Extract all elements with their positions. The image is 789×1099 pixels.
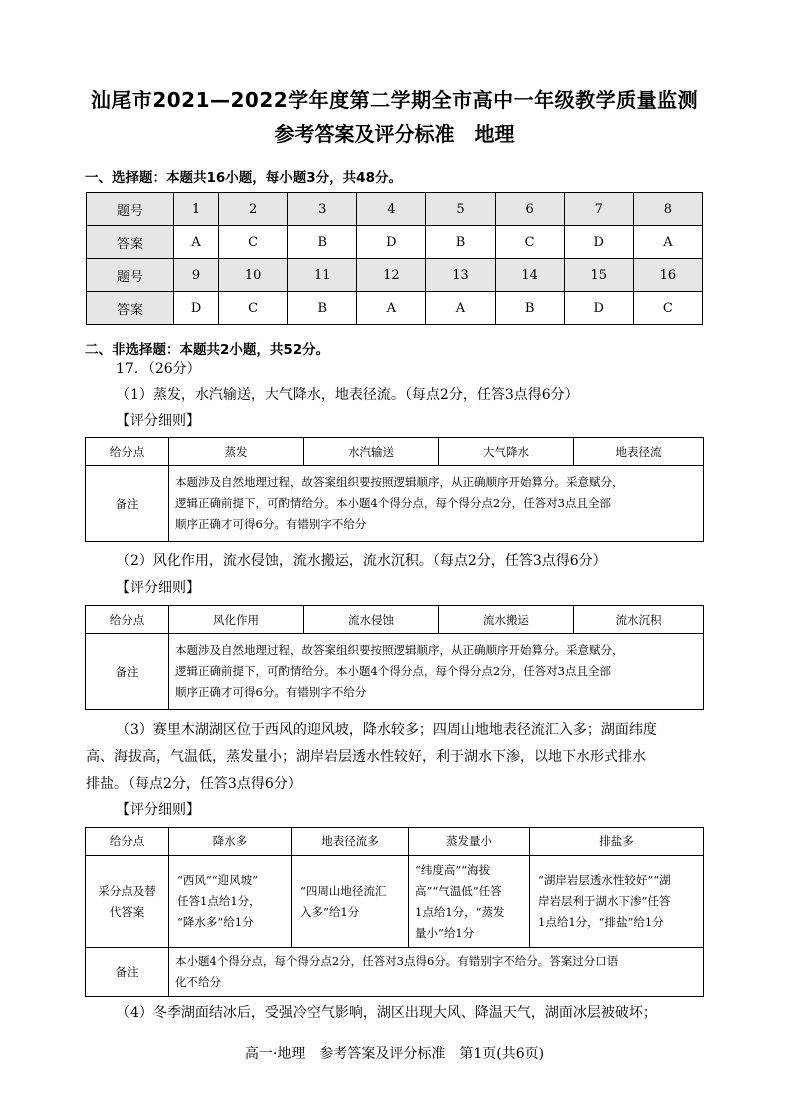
note-line: 顺序正确才可得6分。有错别字不给分 (175, 517, 367, 531)
cell-line: “四周山地径流汇 (300, 883, 387, 898)
cell-line: “降水多”给1分 (177, 915, 254, 929)
cell-line: 岸岩层利于湖水下渗”任答 (538, 894, 671, 908)
question-number: 5 (426, 193, 495, 226)
question-number: 1 (174, 193, 219, 226)
answer-cell: B (288, 226, 357, 259)
question-number: 7 (564, 193, 633, 226)
criteria-cell (169, 856, 292, 948)
row-label: 备注 (86, 634, 169, 710)
question-number: 12 (357, 259, 426, 292)
question-number: 15 (564, 259, 633, 292)
page-subtitle: 参考答案及评分标准 地理 (274, 122, 515, 146)
section2-heading: 二、非选择题：本题共2小题，共52分。 (85, 342, 330, 358)
table-row (86, 466, 704, 542)
answer-cell: D (564, 226, 633, 259)
cell-line: 1点给1分，“蒸发 (415, 904, 505, 919)
table-row (86, 948, 704, 997)
criteria-cell (292, 856, 409, 948)
rubric-label: 【评分细则】 (116, 580, 200, 596)
row-label: 答案 (87, 226, 174, 259)
question-number: 6 (495, 193, 564, 226)
answer-cell: A (357, 292, 426, 325)
answer-cell: A (633, 226, 702, 259)
table-header: 地表径流 (574, 438, 704, 466)
table-row (86, 828, 704, 856)
cell-line: “湖岸岩层透水性较好”“湖 (538, 873, 671, 887)
row-label: 答案 (87, 292, 174, 325)
scoring-table (85, 437, 704, 542)
rubric-label: 【评分细则】 (116, 802, 200, 818)
question-number: 2 (219, 193, 288, 226)
note-line: 逻辑正确前提下，可酌情给分。本小题4个得分点，每个得分点2分，任答对3点且全部 (175, 664, 611, 678)
table-header: 风化作用 (169, 606, 304, 634)
table-row (87, 226, 703, 259)
row-label: 题号 (87, 193, 174, 226)
answer-cell: D (564, 292, 633, 325)
question-number: 14 (495, 259, 564, 292)
question-number: 16 (633, 259, 702, 292)
answer-cell: D (357, 226, 426, 259)
table-header: 排盐多 (530, 828, 704, 856)
table-row (86, 634, 704, 710)
question-number: 4 (357, 193, 426, 226)
table-header: 水汽输送 (304, 438, 439, 466)
question-number: 8 (633, 193, 702, 226)
answer-paragraph: （4）冬季湖面结冰后，受强冷空气影响，湖区出现大风、降温天气，湖面冰层被破坏； (116, 1005, 657, 1021)
cell-line: 1点给1分，“排盐”给1分 (538, 915, 664, 929)
scoring-table (85, 605, 704, 710)
table-row (87, 193, 703, 226)
table-row (87, 292, 703, 325)
question-label: 17．（26分） (116, 361, 201, 377)
table-row (86, 438, 704, 466)
page-title: 汕尾市2021—2022学年度第二学期全市高中一年级教学质量监测 (90, 88, 699, 112)
answer-cell: B (288, 292, 357, 325)
cell-line: 入多”给1分 (300, 904, 360, 919)
answer-cell: C (633, 292, 702, 325)
table-header: 给分点 (86, 828, 169, 856)
note-cell (169, 466, 704, 542)
note-cell (169, 948, 704, 997)
table-row (87, 259, 703, 292)
answer-cell: C (219, 292, 288, 325)
note-line: 逻辑正确前提下，可酌情给分。本小题4个得分点，每个得分点2分，任答对3点且全部 (175, 496, 611, 510)
answer-cell: C (219, 226, 288, 259)
row-label: 备注 (86, 948, 169, 997)
answer-paragraph: 高、海拔高，气温低，蒸发量小；湖岸岩层透水性较好，利于湖水下渗，以地下水形式排水 (86, 749, 646, 765)
table-header: 地表径流多 (292, 828, 409, 856)
scoring-table (85, 827, 704, 997)
cell-line: “纬度高”“海拔 (415, 862, 491, 877)
answer-cell: A (174, 226, 219, 259)
note-line: 化不给分 (175, 975, 221, 989)
answer-cell: D (174, 292, 219, 325)
row-label-line: 代答案 (109, 904, 145, 919)
section1-heading: 一、选择题：本题共16小题，每小题3分，共48分。 (85, 170, 402, 186)
table-header: 流水沉积 (574, 606, 704, 634)
table-header: 蒸发量小 (409, 828, 530, 856)
table-header: 给分点 (86, 438, 169, 466)
note-line: 本题涉及自然地理过程，故答案组织要按照逻辑顺序，从正确顺序开始算分。采意赋分， (175, 643, 624, 657)
answer-paragraph: （3）赛里木湖湖区位于西风的迎风坡，降水较多；四周山地地表径流汇入多；湖面纬度 (116, 722, 657, 738)
note-cell (169, 634, 704, 710)
row-label: 备注 (86, 466, 169, 542)
question-number: 11 (288, 259, 357, 292)
table-header: 蒸发 (169, 438, 304, 466)
cell-line: 量小”给1分 (415, 925, 475, 940)
rubric-label: 【评分细则】 (116, 413, 200, 429)
answer-cell: B (495, 292, 564, 325)
answer-cell: C (495, 226, 564, 259)
cell-line: “西风”“迎风坡” (177, 873, 259, 887)
question-number: 3 (288, 193, 357, 226)
criteria-cell (530, 856, 704, 948)
answer-paragraph: 排盐。（每点2分，任答3点得6分） (86, 776, 302, 792)
table-header: 大气降水 (439, 438, 574, 466)
criteria-cell (409, 856, 530, 948)
answer-paragraph: （1）蒸发，水汽输送，大气降水，地表径流。（每点2分，任答3点得6分） (116, 387, 579, 403)
table-row (86, 856, 704, 948)
cell-line: 任答1点给1分， (177, 894, 261, 908)
cell-line: 高”“气温低”任答 (415, 883, 502, 898)
table-header: 流水搬运 (439, 606, 574, 634)
mcq-answer-table (86, 192, 703, 325)
question-number: 9 (174, 259, 219, 292)
note-line: 本题涉及自然地理过程，故答案组织要按照逻辑顺序，从正确顺序开始算分。采意赋分， (175, 475, 624, 489)
question-number: 13 (426, 259, 495, 292)
answer-cell: A (426, 292, 495, 325)
answer-paragraph: （2）风化作用，流水侵蚀，流水搬运，流水沉积。（每点2分，任答3点得6分） (116, 553, 607, 569)
note-line: 本小题4个得分点，每个得分点2分，任答对3点得6分。有错别字不给分。答案过分口语 (175, 954, 619, 968)
answer-cell: B (426, 226, 495, 259)
table-header: 给分点 (86, 606, 169, 634)
table-row (86, 606, 704, 634)
row-label (86, 856, 169, 948)
page-footer: 高一·地理 参考答案及评分标准 第1页(共6页) (244, 1046, 545, 1062)
note-line: 顺序正确才可得6分。有错别字不给分 (175, 685, 367, 699)
question-number: 10 (219, 259, 288, 292)
row-label-line: 采分点及替 (98, 883, 156, 898)
table-header: 流水侵蚀 (304, 606, 439, 634)
table-header: 降水多 (169, 828, 292, 856)
row-label: 题号 (87, 259, 174, 292)
